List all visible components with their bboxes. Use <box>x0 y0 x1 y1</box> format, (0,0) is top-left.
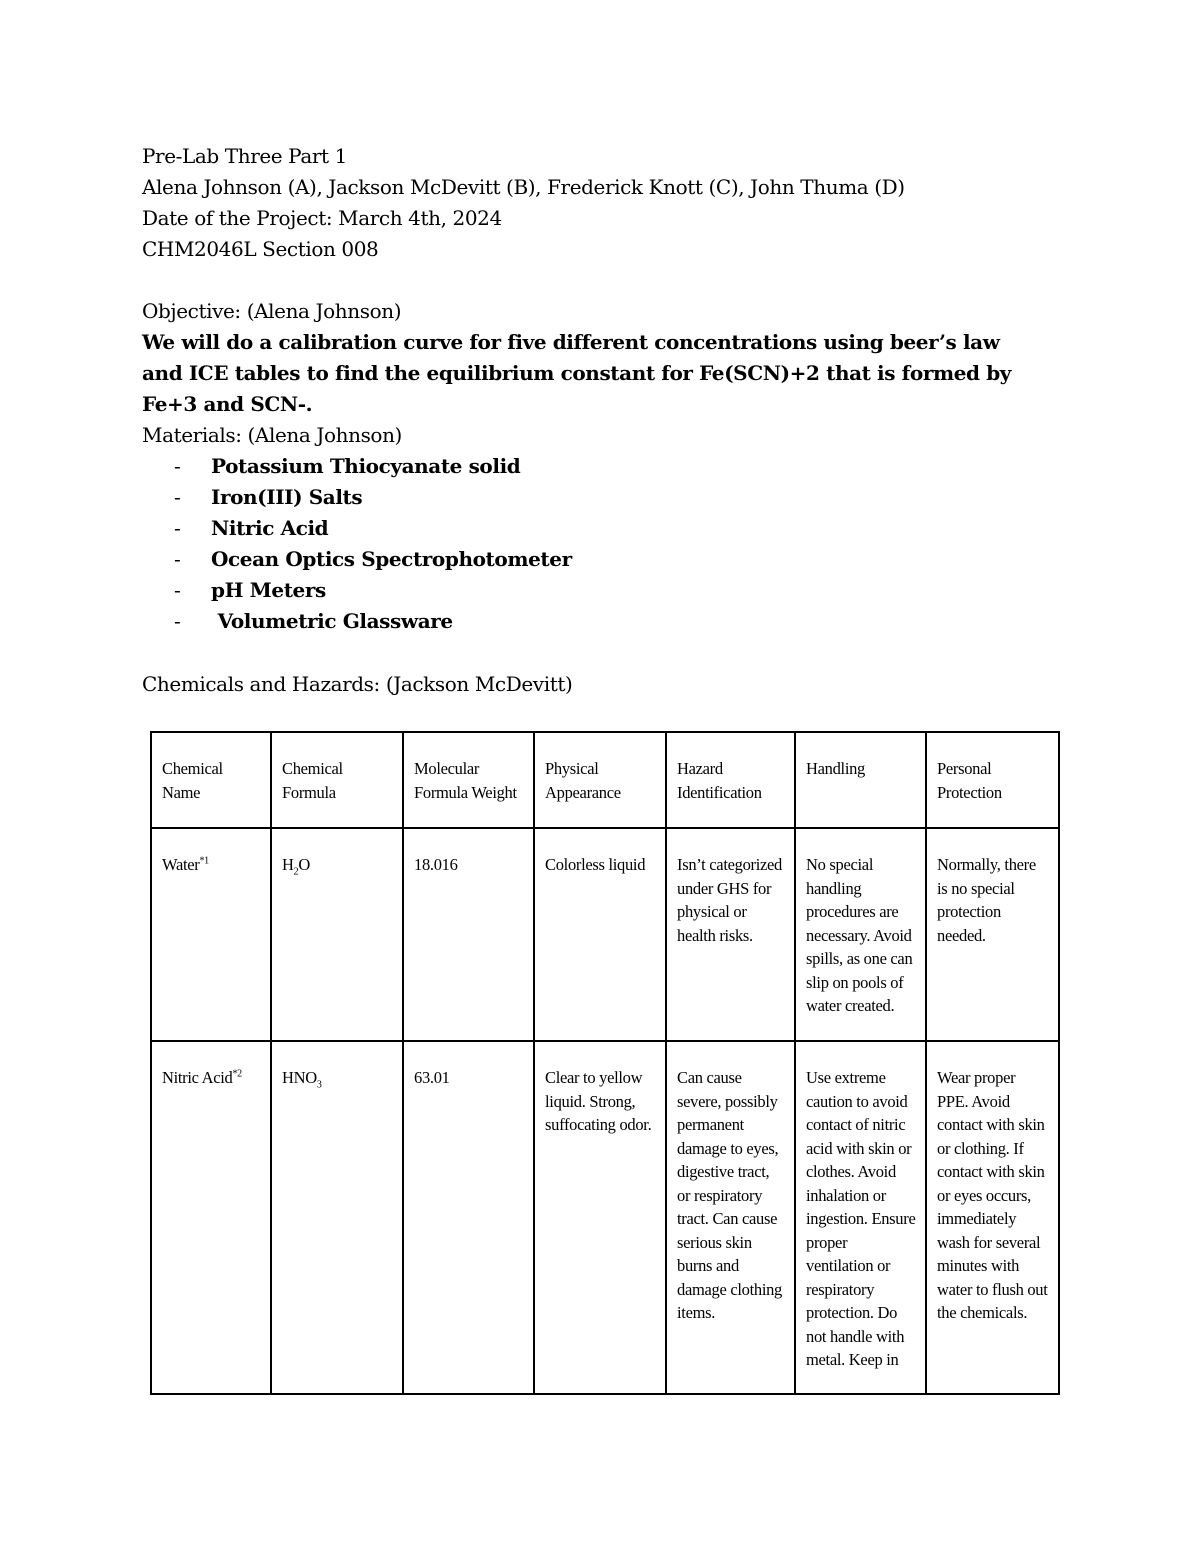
document-title: Pre-Lab Three Part 1 <box>142 144 347 168</box>
materials-heading: Materials: (Alena Johnson) <box>142 423 402 447</box>
handling-cell: No special handling procedures are necessary. Avoid spills, as one can slip on pools of water created. <box>795 828 926 1041</box>
list-item: - pH Meters <box>142 575 572 606</box>
molecular-weight-cell: 18.016 <box>403 828 534 1041</box>
objective-text: We will do a calibration curve for five different concentrations using beer’s law and ICE tables to find the equilibrium constant for Fe(SCN)+2 that is formed by Fe+3 and SCN-. <box>142 330 1011 416</box>
project-date: Date of the Project: March 4th, 2024 <box>142 206 502 230</box>
column-header: Chemical Name <box>151 732 271 828</box>
column-header: Hazard Identification <box>666 732 795 828</box>
protection-cell: Wear proper PPE. Avoid contact with skin or clothing. If contact with skin or eyes occurs, immediately wash for several minutes with water to flush out the chemicals. <box>926 1041 1059 1394</box>
hazards-heading: Chemicals and Hazards: (Jackson McDevitt) <box>142 672 573 696</box>
list-bullet: - <box>174 454 181 478</box>
course-section: CHM2046L Section 008 <box>142 237 379 261</box>
objective-heading: Objective: (Alena Johnson) <box>142 299 402 323</box>
molecular-weight-cell: 63.01 <box>403 1041 534 1394</box>
chemical-name-cell: Nitric Acid$^{*2}$ <box>151 1041 271 1394</box>
list-item: - Volumetric Glassware <box>142 606 572 637</box>
chemical-formula-cell: $H_2O$ <box>271 828 403 1041</box>
list-bullet: - <box>174 516 181 540</box>
table-header-row <box>151 732 1059 828</box>
footnote-ref: *1 <box>199 855 209 867</box>
list-item: - Iron(III) Salts <box>142 482 572 513</box>
column-header: Personal Protection <box>926 732 1059 828</box>
column-header: Chemical Formula <box>271 732 403 828</box>
materials-list <box>142 451 572 637</box>
appearance-cell: Colorless liquid <box>534 828 666 1041</box>
appearance-cell: Clear to yellow liquid. Strong, suffocating odor. <box>534 1041 666 1394</box>
hazard-cell: Isn’t categorized under GHS for physical or health risks. <box>666 828 795 1041</box>
protection-cell: Normally, there is no special protection needed. <box>926 828 1059 1041</box>
hazard-cell: Can cause severe, possibly permanent damage to eyes, digestive tract, or respiratory tract. Can cause serious skin burns and damage clothing items. <box>666 1041 795 1394</box>
list-bullet: - <box>174 547 181 571</box>
column-header: Handling <box>795 732 926 828</box>
document-header <box>142 141 905 265</box>
hazards-table <box>150 731 1060 1395</box>
footnote-ref: *2 <box>232 1068 242 1080</box>
chemical-name-cell: Water$^{*1}$ <box>151 828 271 1041</box>
list-bullet: - <box>174 609 181 633</box>
chemical-formula-cell: $HNO_3$ <box>271 1041 403 1394</box>
list-bullet: - <box>174 578 181 602</box>
list-item: - Potassium Thiocyanate solid <box>142 451 572 482</box>
author-list: Alena Johnson (A), Jackson McDevitt (B), Frederick Knott (C), John Thuma (D) <box>142 175 905 199</box>
column-header: Molecular Formula Weight <box>403 732 534 828</box>
list-item: - Ocean Optics Spectrophotometer <box>142 544 572 575</box>
table-row <box>151 828 1059 1041</box>
objective-section <box>142 296 1042 420</box>
hazards-section <box>142 669 572 700</box>
materials-section <box>142 420 572 637</box>
column-header: Physical Appearance <box>534 732 666 828</box>
handling-cell: Use extreme caution to avoid contact of nitric acid with skin or clothes. Avoid inhalation or ingestion. Ensure proper ventilation or respiratory protection. Do not handle with metal. Keep in <box>795 1041 926 1394</box>
list-bullet: - <box>174 485 181 509</box>
list-item: - Nitric Acid <box>142 513 572 544</box>
table-row <box>151 1041 1059 1394</box>
